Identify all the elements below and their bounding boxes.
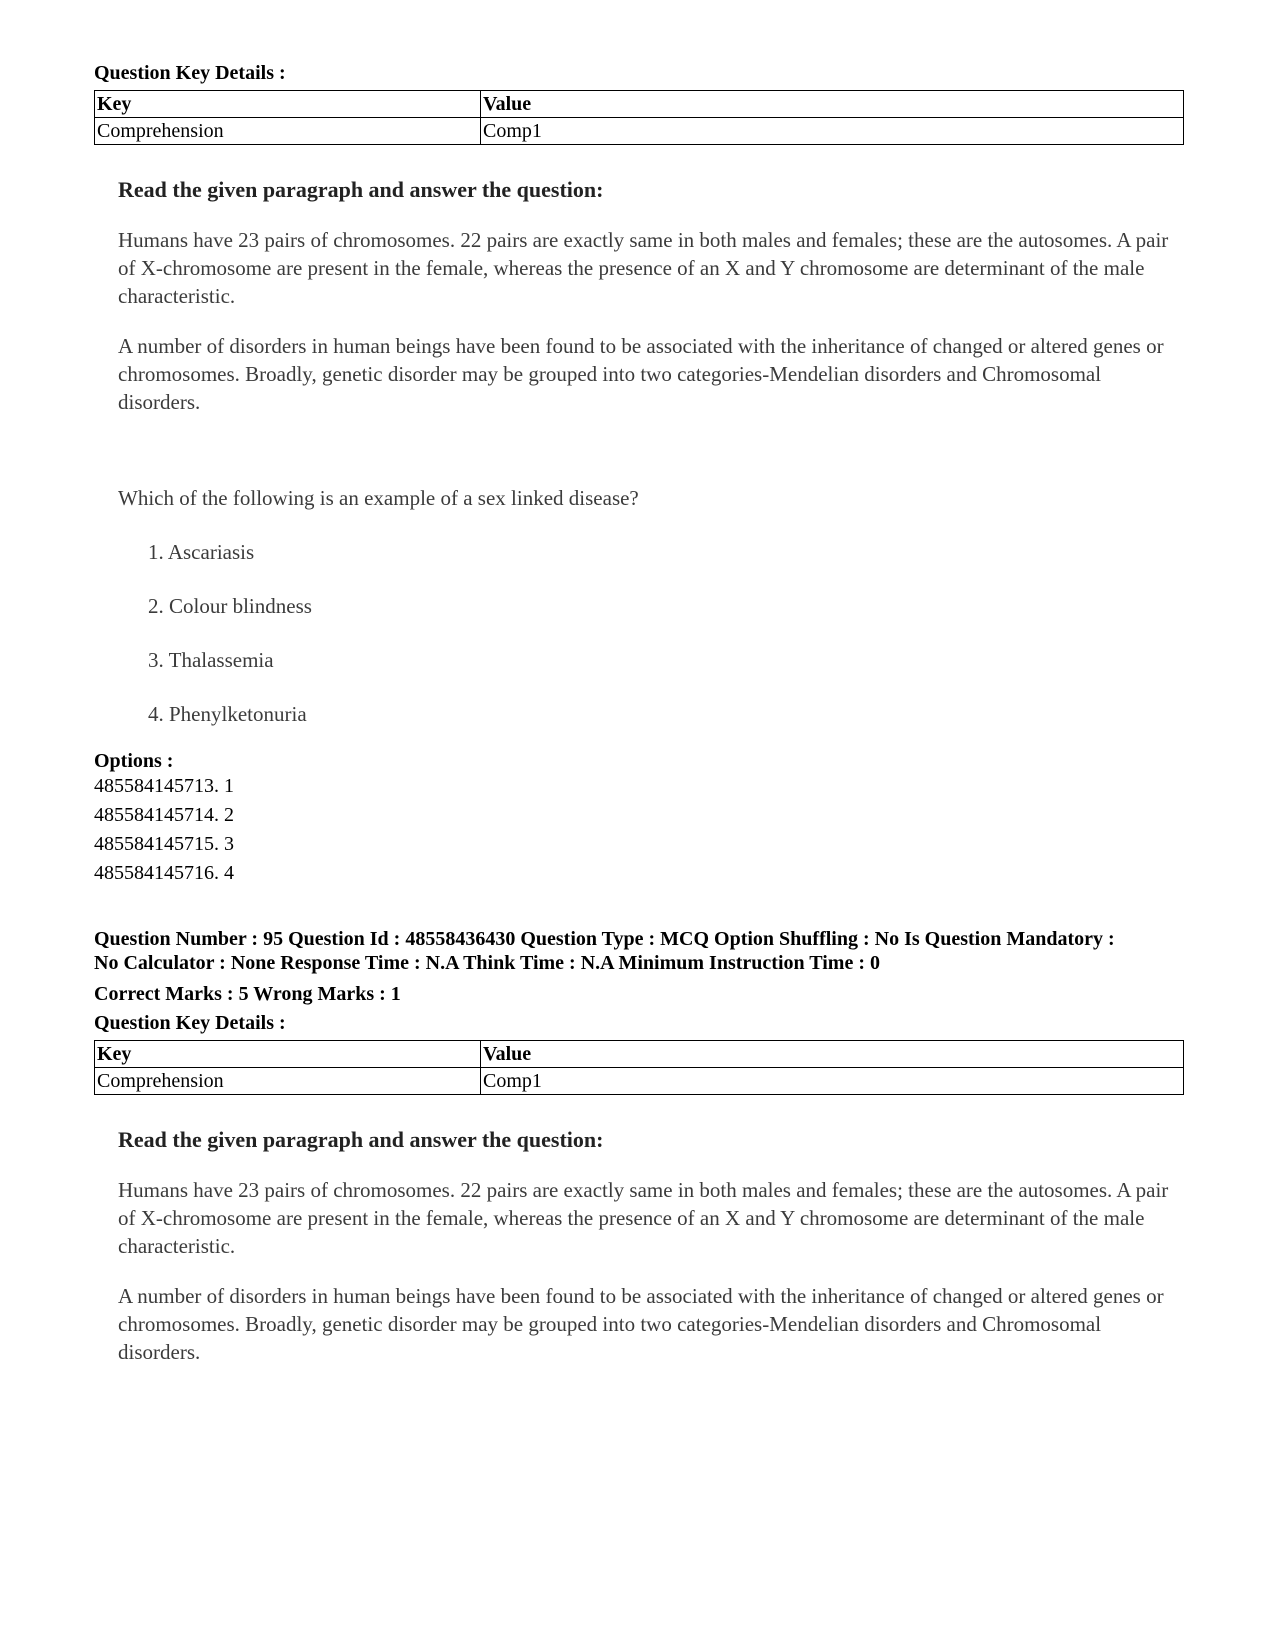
option-item: 485584145715. 3 bbox=[94, 833, 234, 855]
table-header-key: Key bbox=[95, 91, 481, 118]
options-list bbox=[94, 772, 1184, 888]
passage-image bbox=[118, 176, 1178, 416]
table-header-value: Value bbox=[481, 1041, 1184, 1068]
choice-item: 1. Ascariasis bbox=[148, 540, 255, 564]
table-header-row bbox=[95, 1041, 1184, 1068]
table-cell-key: Comprehension bbox=[95, 118, 481, 145]
key-details-table bbox=[94, 1040, 1184, 1095]
table-row bbox=[95, 118, 1184, 145]
passage-heading: Read the given paragraph and answer the question: bbox=[118, 177, 604, 202]
passage-heading: Read the given paragraph and answer the question: bbox=[118, 1127, 604, 1152]
passage-paragraph-1: Humans have 23 pairs of chromosomes. 22 pairs are exactly same in both males and females; these are the autosomes. A pair of X-chromosome are present in the female, whereas the presence of an X and Y chromosome are determinant of the male characteristic. bbox=[118, 1178, 1169, 1258]
key-details-table bbox=[94, 90, 1184, 145]
table-cell-value: Comp1 bbox=[481, 118, 1184, 145]
question-text bbox=[118, 484, 1178, 512]
option-item: 485584145713. 1 bbox=[94, 775, 234, 797]
passage-paragraph-1: Humans have 23 pairs of chromosomes. 22 pairs are exactly same in both males and females; these are the autosomes. A pair of X-chromosome are present in the female, whereas the presence of an X and Y chromosome are determinant of the male characteristic. bbox=[118, 228, 1169, 308]
table-header-value: Value bbox=[481, 91, 1184, 118]
question-meta bbox=[94, 927, 1184, 975]
choice-item: 3. Thalassemia bbox=[148, 648, 274, 672]
question-key-details-label: Question Key Details : bbox=[94, 62, 286, 84]
question-meta-line-2: No Calculator : None Response Time : N.A Think Time : N.A Minimum Instruction Time : 0 bbox=[94, 952, 880, 974]
choice-item: 4. Phenylketonuria bbox=[148, 702, 307, 726]
table-row bbox=[95, 1068, 1184, 1095]
option-item: 485584145716. 4 bbox=[94, 862, 234, 884]
answer-choices bbox=[118, 530, 1178, 730]
passage-paragraph-2: A number of disorders in human beings have been found to be associated with the inheritance of changed or altered genes or chromosomes. Broadly, genetic disorder may be grouped into two categories-Mendelian disorders and Chromosomal disorders. bbox=[118, 1284, 1164, 1364]
table-cell-key: Comprehension bbox=[95, 1068, 481, 1095]
question-meta-line-1: Question Number : 95 Question Id : 48558436430 Question Type : MCQ Option Shuffling : No Is Question Mandatory : bbox=[94, 928, 1115, 950]
table-header-key: Key bbox=[95, 1041, 481, 1068]
passage-image bbox=[118, 1126, 1178, 1366]
marks-line: Correct Marks : 5 Wrong Marks : 1 bbox=[94, 983, 401, 1005]
option-item: 485584145714. 2 bbox=[94, 804, 234, 826]
question-stem: Which of the following is an example of a sex linked disease? bbox=[118, 486, 639, 510]
options-label: Options : bbox=[94, 750, 174, 772]
question-key-details-label: Question Key Details : bbox=[94, 1012, 286, 1034]
table-header-row bbox=[95, 91, 1184, 118]
table-cell-value: Comp1 bbox=[481, 1068, 1184, 1095]
passage-paragraph-2: A number of disorders in human beings have been found to be associated with the inheritance of changed or altered genes or chromosomes. Broadly, genetic disorder may be grouped into two categories-Mendelian disorders and Chromosomal disorders. bbox=[118, 334, 1164, 414]
choice-item: 2. Colour blindness bbox=[148, 594, 312, 618]
